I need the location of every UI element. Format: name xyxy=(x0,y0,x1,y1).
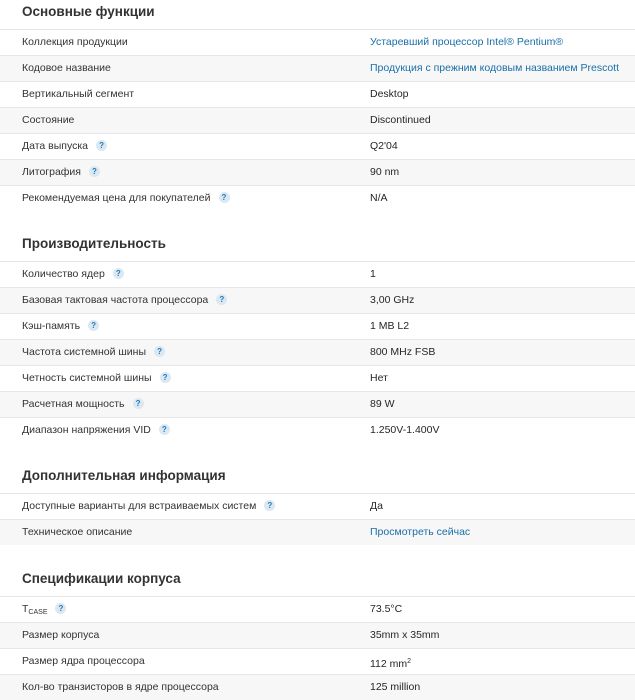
spec-label-text: Литография xyxy=(22,166,81,178)
spec-label-text: Четность системной шины xyxy=(22,372,152,384)
spec-value: 89 W xyxy=(370,398,395,410)
spec-value: 73.5°C xyxy=(370,603,403,615)
spec-label-text: Базовая тактовая частота процессора xyxy=(22,294,209,306)
spec-label: Коллекция продукции xyxy=(22,36,128,48)
spec-label-text: Диапазон напряжения VID xyxy=(22,424,151,436)
help-icon[interactable]: ? xyxy=(159,424,170,435)
spec-row xyxy=(0,55,635,81)
section-title: Спецификации корпуса xyxy=(22,571,181,586)
spec-row xyxy=(0,648,635,674)
spec-label xyxy=(22,134,107,159)
spec-value: 1.250V-1.400V xyxy=(370,424,440,436)
product-collection-link[interactable]: Устаревший процессор Intel® Pentium® xyxy=(370,36,564,48)
spec-value: 90 nm xyxy=(370,166,400,178)
spec-label xyxy=(22,340,165,365)
spec-value: Discontinued xyxy=(370,114,431,126)
spec-label xyxy=(22,366,171,391)
spec-label-text: Частота системной шины xyxy=(22,346,147,358)
spec-value: 125 million xyxy=(370,681,421,693)
code-name-link[interactable]: Продукция с прежним кодовым названием Prescott xyxy=(370,62,620,74)
spec-label-text: Кэш-память xyxy=(22,320,81,332)
spec-label: Кол-во транзисторов в ядре процессора xyxy=(22,681,219,693)
spec-label: Кодовое название xyxy=(22,62,111,74)
spec-row xyxy=(0,417,635,443)
spec-row xyxy=(0,107,635,133)
help-icon[interactable]: ? xyxy=(96,140,107,151)
spec-value: 3,00 GHz xyxy=(370,294,415,306)
spec-label: Техническое описание xyxy=(22,526,133,538)
spec-row xyxy=(0,519,635,545)
help-icon[interactable]: ? xyxy=(154,346,165,357)
spec-value: 800 MHz FSB xyxy=(370,346,436,358)
spec-label xyxy=(22,288,227,313)
help-icon[interactable]: ? xyxy=(89,166,100,177)
spec-value: 35mm x 35mm xyxy=(370,629,440,641)
spec-row xyxy=(0,287,635,313)
spec-row xyxy=(0,185,635,211)
tcase-label-main: T xyxy=(22,603,29,615)
section-title: Основные функции xyxy=(22,4,155,19)
help-icon[interactable]: ? xyxy=(160,372,171,383)
spec-row xyxy=(0,313,635,339)
help-icon[interactable]: ? xyxy=(264,500,275,511)
help-icon[interactable]: ? xyxy=(88,320,99,331)
die-size-value: 112 mm xyxy=(370,658,408,670)
help-icon[interactable]: ? xyxy=(216,294,227,305)
spec-row xyxy=(0,493,635,519)
help-icon[interactable]: ? xyxy=(219,192,230,203)
spec-value: Нет xyxy=(370,372,388,384)
spec-label xyxy=(22,597,66,622)
spec-row xyxy=(0,391,635,417)
spec-row xyxy=(0,365,635,391)
die-size-unit-exponent: 2 xyxy=(407,658,412,665)
spec-row xyxy=(0,159,635,185)
spec-label-text: Количество ядер xyxy=(22,268,105,280)
spec-row xyxy=(0,29,635,55)
spec-value: Да xyxy=(370,500,383,512)
spec-value: Q2'04 xyxy=(370,140,398,152)
spec-label: Размер ядра процессора xyxy=(22,655,145,667)
section-title: Дополнительная информация xyxy=(22,468,226,483)
spec-value: 1 MB L2 xyxy=(370,320,410,332)
spec-row xyxy=(0,133,635,159)
spec-row xyxy=(0,622,635,648)
spec-value: Desktop xyxy=(370,88,409,100)
spec-label-text: Рекомендуемая цена для покупателей xyxy=(22,192,211,204)
help-icon[interactable]: ? xyxy=(113,268,124,279)
spec-label xyxy=(22,160,100,185)
spec-label-text: Доступные варианты для встраиваемых систем xyxy=(22,500,257,512)
spec-value: N/A xyxy=(370,192,388,204)
spec-label-text: Дата выпуска xyxy=(22,140,89,152)
tcase-label-sub: CASE xyxy=(28,609,48,616)
spec-row xyxy=(0,674,635,700)
spec-value: 1 xyxy=(370,268,376,280)
spec-value xyxy=(370,649,411,674)
spec-label xyxy=(22,186,230,211)
section-title: Производительность xyxy=(22,236,166,251)
spec-label: Размер корпуса xyxy=(22,629,100,641)
datasheet-link[interactable]: Просмотреть сейчас xyxy=(370,526,471,538)
spec-label: Вертикальный сегмент xyxy=(22,88,135,100)
spec-row xyxy=(0,596,635,622)
spec-label: Состояние xyxy=(22,114,75,126)
help-icon[interactable]: ? xyxy=(133,398,144,409)
spec-label xyxy=(22,392,144,417)
spec-row xyxy=(0,261,635,287)
spec-label-text: Расчетная мощность xyxy=(22,398,125,410)
spec-row xyxy=(0,339,635,365)
spec-label xyxy=(22,262,124,287)
spec-label xyxy=(22,494,275,519)
spec-row xyxy=(0,81,635,107)
help-icon[interactable]: ? xyxy=(55,603,66,614)
spec-label xyxy=(22,314,99,339)
spec-label xyxy=(22,418,170,443)
